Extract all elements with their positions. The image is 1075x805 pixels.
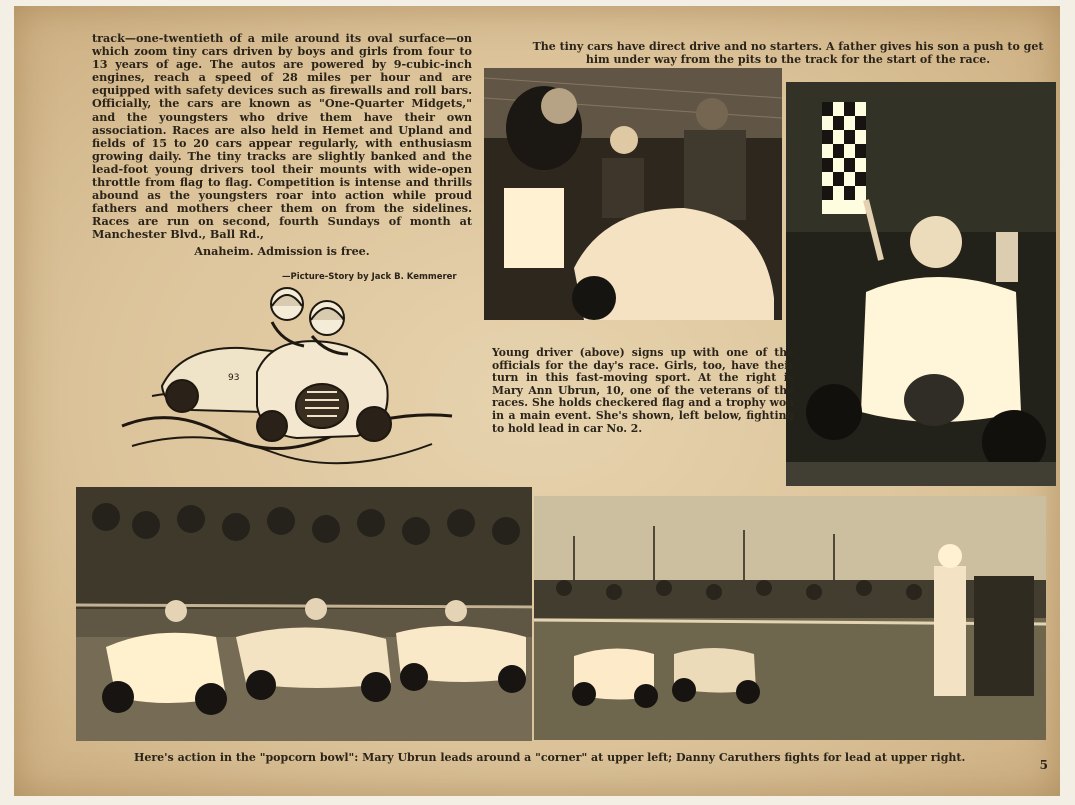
photo-checkered-flag-girl	[786, 82, 1056, 486]
page-number: 5	[1039, 758, 1048, 772]
caption-top: The tiny cars have direct drive and no starters. A father gives his son a push to get him under way from the pits to the track for the start of the race.	[532, 40, 1044, 66]
car-number: 93	[228, 373, 240, 383]
story-last-line: Anaheim. Admission is free.	[194, 244, 370, 258]
caption-bottom: Here's action in the "popcorn bowl": Mary Ubrun leads around a "corner" at upper left; Danny Caruthers fights for lead at upper right.	[134, 751, 966, 764]
ink-drawing-midget-cars	[112, 276, 462, 466]
photo-race-action-left	[76, 487, 532, 741]
photo-race-action-right	[534, 496, 1046, 740]
magazine-page	[14, 6, 1060, 796]
story-text: track—one-twentieth of a mile around its oval surface—on which zoom tiny cars driven by boys and girls from four to 13 years of age. The autos are powered by 9-cubic-inch engines, reach a speed of 28 miles per hour and are equipped with safety devices such as firewalls and roll bars. Officially, the cars are known as "One-Quarter Midgets," and the youngsters who drive them have their own association. Races are also held in Hemet and Upland and fields of 15 to 20 cars appear regularly, with enthusiasm growing daily. The tiny tracks are slightly banked and the lead-foot young drivers tool their mounts with wide-open throttle from flag to flag. Competition is intense and thrills abound as the youngsters roar into action while proud fathers and mothers cheer them on from the sidelines. Races are run on second, fourth Sundays of month at Manchester Blvd., Ball Rd.,	[92, 31, 472, 242]
checkered-flag-icon	[822, 102, 866, 214]
photo-credit: —Picture-Story by Jack B. Kemmerer	[282, 272, 457, 282]
caption-middle: Young driver (above) signs up with one of the officials for the day's race. Girls, too, have their turn in this fast-moving sport. At the right is Mary Ann Ubrun, 10, one of the veterans of the races. She holds checkered flag and a trophy won in a main event. She's shown, left below, fighting to hold lead in car No. 2.	[492, 346, 794, 435]
photo-pits-signup	[484, 68, 782, 320]
